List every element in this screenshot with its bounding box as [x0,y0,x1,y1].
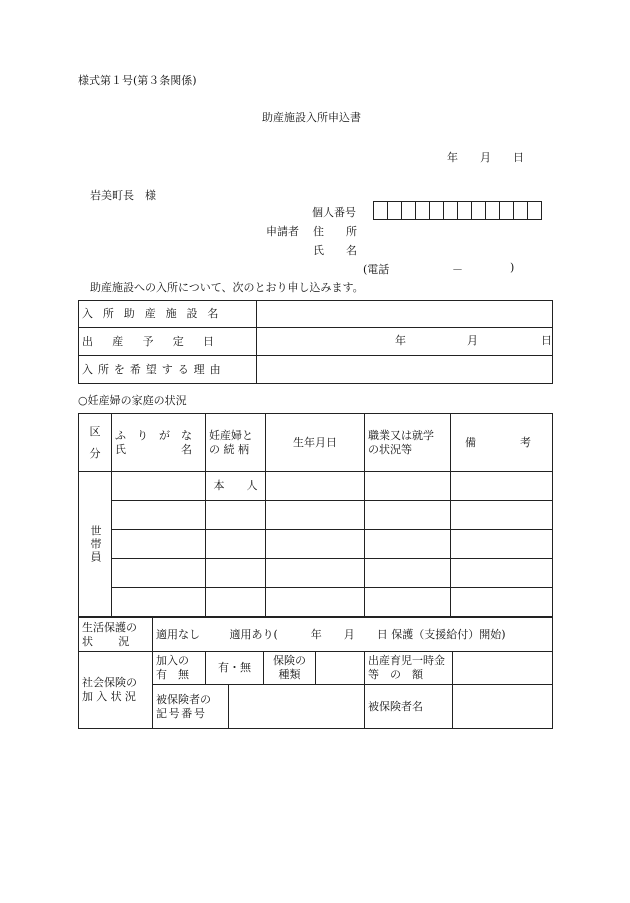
personal-number-label: 個人番号 [312,206,356,219]
welfare-status-field[interactable] [153,618,553,652]
header-occupation: 職業又は就学 の状況等 [365,414,451,472]
member-name-cell[interactable] [112,559,206,588]
digit-box[interactable] [415,201,430,220]
digit-box[interactable] [429,201,444,220]
member-birth-cell[interactable] [266,588,365,617]
member-remarks-cell[interactable] [451,530,553,559]
member-birth-cell[interactable] [266,501,365,530]
family-table [78,413,553,617]
enrollment-label: 加入の 有 無 [153,652,206,685]
digit-box[interactable] [499,201,514,220]
insured-name-label: 被保険者名 [365,685,453,729]
member-job-cell[interactable] [365,501,451,530]
member-name-cell[interactable] [112,501,206,530]
phone-close: ) [510,261,515,274]
due-day-unit: 日 [541,334,552,347]
header-remarks: 備 考 [451,414,553,472]
due-date-field[interactable] [257,328,553,356]
insurance-label: 社会保険の 加入状況 [79,652,153,729]
digit-box[interactable] [443,201,458,220]
welfare-none-option[interactable]: 適用なし [156,627,200,641]
member-job-cell[interactable] [365,588,451,617]
insured-name-field[interactable] [453,685,553,729]
facility-name-field[interactable] [257,301,553,328]
intro-text: 助産施設への入所について、次のとおり申し込みます。 [90,281,364,294]
member-remarks-cell[interactable] [451,501,553,530]
welfare-applied-option[interactable]: 適用あり( 年 月 日 保護（支援給付）開始) [229,627,506,641]
reason-label: 入所を希望する理由 [79,356,257,384]
member-relation-cell: 本 人 [206,472,266,501]
addressee: 岩美町長 様 [90,189,156,202]
address-label: 住 所 [313,225,357,238]
due-month-unit: 月 [467,334,478,347]
member-relation-cell[interactable] [206,559,266,588]
header-category: 区 分 [79,414,112,472]
header-kana-name: ふ り が な 氏 名 [112,414,206,472]
family-section-title: ○妊産婦の家庭の状況 [78,394,187,407]
insured-symbol-label: 被保険者の 記号番号 [153,685,229,729]
member-name-cell[interactable] [112,588,206,617]
digit-box[interactable] [401,201,416,220]
digit-box[interactable] [513,201,528,220]
insured-symbol-field[interactable] [229,685,365,729]
name-label: 氏 名 [313,244,357,257]
reason-field[interactable] [257,356,553,384]
due-date-label: 出産予定日 [79,328,257,356]
member-job-cell[interactable] [365,559,451,588]
welfare-insurance-table [78,617,553,729]
household-label: 世帯員 [79,472,112,617]
insurance-type-label: 保険の 種類 [264,652,316,685]
member-remarks-cell[interactable] [451,472,553,501]
application-date: 年 月 日 [447,151,524,164]
digit-box[interactable] [485,201,500,220]
applicant-role-label: 申請者 [266,225,299,238]
lump-sum-label: 出産育児一時金 等 の 額 [365,652,453,685]
enrollment-choice[interactable]: 有・無 [206,652,264,685]
form-number: 様式第１号(第３条関係) [78,74,197,87]
member-birth-cell[interactable] [266,559,365,588]
lump-sum-field[interactable] [453,652,553,685]
form-title: 助産施設入所申込書 [262,111,361,124]
insurance-type-field[interactable] [316,652,365,685]
member-remarks-cell[interactable] [451,588,553,617]
member-job-cell[interactable] [365,472,451,501]
digit-box[interactable] [527,201,542,220]
member-birth-cell[interactable] [266,530,365,559]
header-birthdate: 生年月日 [266,414,365,472]
phone-label: (電話 [363,263,390,276]
digit-box[interactable] [373,201,388,220]
personal-number-boxes[interactable] [374,201,542,220]
member-relation-cell[interactable] [206,501,266,530]
member-job-cell[interactable] [365,530,451,559]
member-name-cell[interactable] [112,472,206,501]
due-year-unit: 年 [395,334,406,347]
member-birth-cell[interactable] [266,472,365,501]
digit-box[interactable] [457,201,472,220]
digit-box[interactable] [387,201,402,220]
member-remarks-cell[interactable] [451,559,553,588]
header-relation: 妊産婦と の 続 柄 [206,414,266,472]
member-name-cell[interactable] [112,530,206,559]
facility-name-label: 入所助産施設名 [79,301,257,328]
digit-box[interactable] [471,201,486,220]
facility-table [78,300,553,384]
member-relation-cell[interactable] [206,530,266,559]
member-relation-cell[interactable] [206,588,266,617]
phone-dash: － [452,263,463,276]
welfare-label: 生活保護の 状 況 [79,618,153,652]
